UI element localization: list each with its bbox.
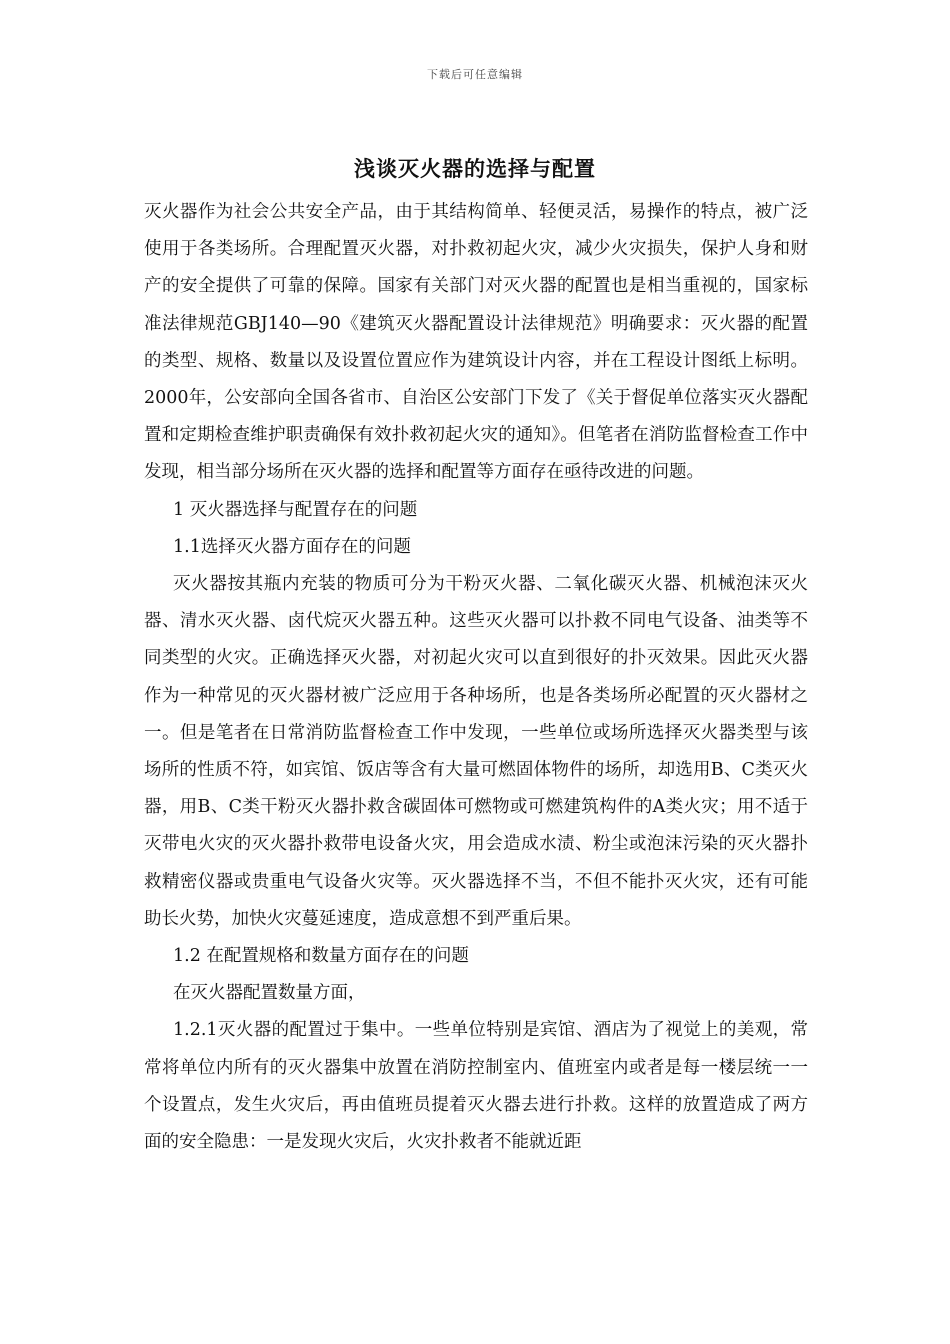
- intro-paragraph: 灭火器作为社会公共安全产品，由于其结构简单、轻便灵活，易操作的特点，被广泛使用于各类场所。合理配置灭火器，对扑救初起火灾，减少火灾损失，保护人身和财产的安全提供了可靠的保障。国家有关部门对灭火器的配置也是相当重视的，国家标准法律规范GBJ140—90《建筑灭火器配置设计法律规范》明确要求：灭火器的配置的类型、规格、数量以及设置位置应作为建筑设计内容，并在工程设计图纸上标明。2000年，公安部向全国各省市、自治区公安部门下发了《关于督促单位落实灭火器配置和定期检查维护职责确保有效扑救初起火灾的通知》。但笔者在消防监督检查工作中发现，相当部分场所在灭火器的选择和配置等方面存在亟待改进的问题。: [144, 202, 808, 483]
- header-note: 下载后可任意编辑: [427, 68, 523, 81]
- section-heading-1-2: 1.2 在配置规格和数量方面存在的问题: [173, 946, 469, 967]
- document-body: [144, 194, 808, 1161]
- paragraph-1-1: 灭火器按其瓶内充装的物质可分为干粉灭火器、二氧化碳灭火器、机械泡沫灭火器、清水灭火器、卤代烷灭火器五种。这些灭火器可以扑救不同电气设备、油类等不同类型的火灾。正确选择灭火器，对初起火灾可以直到很好的扑灭效果。因此灭火器作为一种常见的灭火器材被广泛应用于各种场所，也是各类场所必配置的灭火器材之一。但是笔者在日常消防监督检查工作中发现，一些单位或场所选择灭火器类型与该场所的性质不符，如宾馆、饭店等含有大量可燃固体物件的场所，却选用B、C类灭火器，用B、C类干粉灭火器扑救含碳固体可燃物或可燃建筑构件的A类火灾；用不适于灭带电火灾的灭火器扑救带电设备火灾，用会造成水渍、粉尘或泡沫污染的灭火器扑救精密仪器或贵重电气设备火灾等。灭火器选择不当，不但不能扑灭火灾，还有可能助长火势，加快火灾蔓延速度，造成意想不到严重后果。: [144, 574, 808, 929]
- section-heading-1-1: 1.1选择灭火器方面存在的问题: [173, 536, 411, 557]
- section-heading-1: 1 灭火器选择与配置存在的问题: [173, 499, 418, 520]
- paragraph-1-2-1: 1.2.1灭火器的配置过于集中。一些单位特别是宾馆、酒店为了视觉上的美观，常常将单位内所有的灭火器集中放置在消防控制室内、值班室内或者是每一楼层统一一个设置点，发生火灾后，再由值班员提着灭火器去进行扑救。这样的放置造成了两方面的安全隐患：一是发现火灾后，火灾扑救者不能就近距: [144, 1020, 808, 1153]
- paragraph-1-2: 在灭火器配置数量方面，: [173, 983, 366, 1004]
- page-title: 浅谈灭火器的选择与配置: [354, 157, 596, 181]
